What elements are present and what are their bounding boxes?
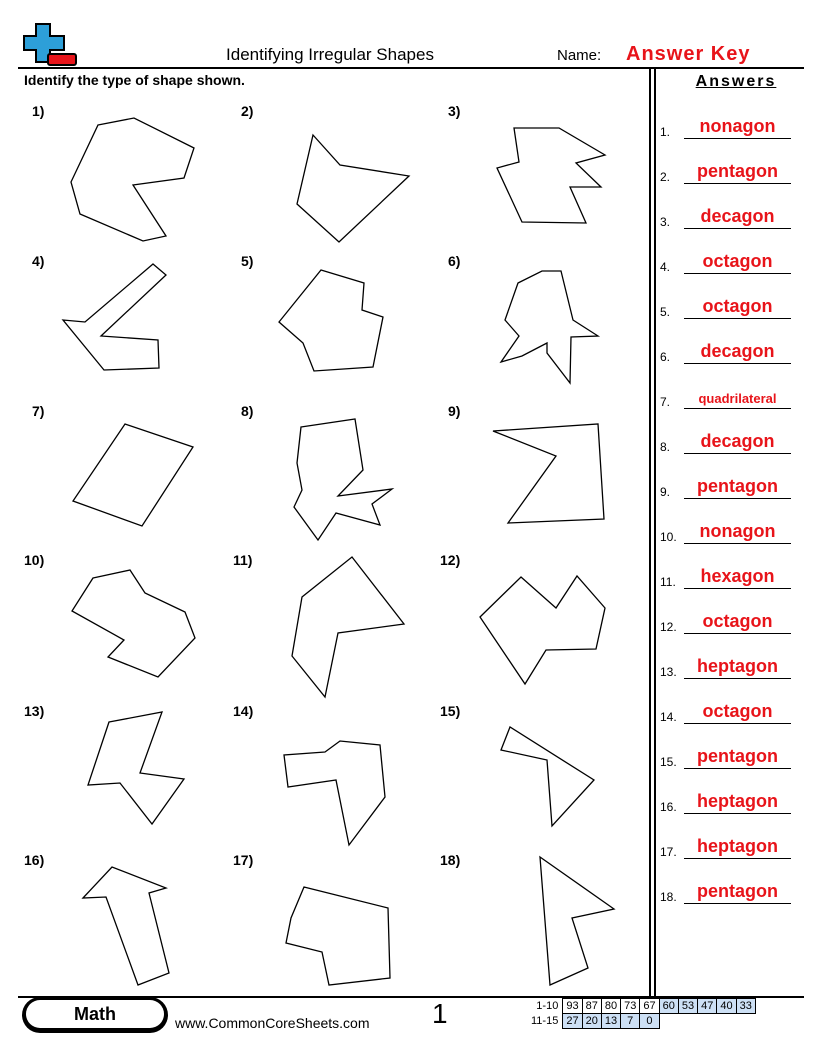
answer-row [660,341,795,367]
answer-text: quadrilateral [698,391,777,406]
score-cell: 93 [563,999,582,1014]
answer-number: 12. [660,620,677,634]
answer-row [660,476,795,502]
answer-row [660,656,795,682]
answer-text: nonagon [699,116,776,136]
answer-text: heptagon [697,791,778,811]
shape-5-octagon [279,270,383,371]
answer-row [660,836,795,862]
score-row [528,999,755,1014]
shape-7-quadrilateral [73,424,193,526]
question-number: 7) [32,403,45,419]
answer-number: 13. [660,665,677,679]
shape-10-nonagon [72,570,195,677]
score-cell: 47 [698,999,717,1014]
score-cell: 27 [563,1014,582,1029]
answer-text: pentagon [697,161,778,181]
shape-15-pentagon [501,727,594,826]
score-cell: 7 [621,1014,640,1029]
answer-line [684,363,791,364]
page-number: 1 [432,998,448,1029]
answer-number: 10. [660,530,677,544]
answer-text: decagon [700,206,775,226]
score-cell: 40 [717,999,736,1014]
score-row-label: 1-10 [536,1000,559,1012]
question-number: 11) [233,552,253,568]
answer-number: 2. [660,170,671,184]
subject-badge: Math [26,1000,164,1028]
question-number: 17) [233,852,254,868]
name-label: Name: [557,47,602,64]
answer-number: 9. [660,485,671,499]
shape-3-decagon [497,128,605,223]
instructions: Identify the type of shape shown. [24,72,245,88]
answer-text: heptagon [697,836,778,856]
answer-number: 3. [660,215,671,229]
question-number: 1) [32,103,45,119]
answer-row [660,566,795,592]
answer-line [684,183,791,184]
question-number: 6) [448,253,461,269]
score-cell: 20 [582,1014,601,1029]
answer-line [684,138,791,139]
question-number: 12) [440,552,461,568]
answer-row [660,251,795,277]
answer-line [684,588,791,589]
name-value: Answer Key [626,43,751,65]
answer-text: decagon [700,341,775,361]
score-cell: 87 [582,999,601,1014]
answer-row [660,881,795,907]
answer-text: pentagon [697,476,778,496]
answer-line [684,723,791,724]
question-number: 10) [24,552,45,568]
answer-text: decagon [700,431,775,451]
answer-line [684,633,791,634]
answer-text: hexagon [700,566,775,586]
shape-2-pentagon [297,135,409,242]
answer-row [660,791,795,817]
answer-number: 7. [660,395,671,409]
score-table [528,998,756,1029]
answer-number: 1. [660,125,671,139]
answer-number: 17. [660,845,677,859]
answer-row [660,116,795,142]
question-number: 15) [440,703,461,719]
answer-number: 5. [660,305,671,319]
answer-line [684,408,791,409]
answer-row [660,431,795,457]
answer-line [684,813,791,814]
score-cell: 13 [601,1014,620,1029]
shape-4-octagon [63,264,166,370]
answer-row [660,521,795,547]
shape-6-decagon [501,271,598,383]
question-number: 5) [241,253,254,269]
question-number: 14) [233,703,254,719]
answer-line [684,543,791,544]
score-cell: 73 [621,999,640,1014]
score-cell: 33 [736,999,755,1014]
answer-line [684,858,791,859]
question-number: 9) [448,403,461,419]
answer-row [660,611,795,637]
question-number: 13) [24,703,45,719]
score-cell: 60 [659,999,678,1014]
answer-text: octagon [702,251,773,271]
answer-text: pentagon [697,746,778,766]
answer-number: 16. [660,800,677,814]
question-number: 3) [448,103,461,119]
shape-11-hexagon [292,557,404,697]
answer-text: octagon [702,296,773,316]
answer-number: 11. [660,575,676,589]
answer-line [684,228,791,229]
answer-number: 4. [660,260,671,274]
answer-row [660,296,795,322]
shape-17-heptagon [286,887,390,985]
question-number: 4) [32,253,45,269]
shape-9-pentagon [493,424,604,523]
score-row-label: 11-15 [531,1015,559,1027]
answer-line [684,678,791,679]
answer-text: nonagon [699,521,776,541]
answer-line [684,903,791,904]
answer-number: 15. [660,755,677,769]
question-number: 18) [440,852,461,868]
answer-row [660,701,795,727]
shape-16-heptagon [83,867,169,985]
answer-text: octagon [702,611,773,631]
answer-number: 18. [660,890,677,904]
question-number: 8) [241,403,254,419]
answer-line [684,273,791,274]
answer-line [684,318,791,319]
shape-13-heptagon [88,712,184,824]
answer-line [684,768,791,769]
question-number: 16) [24,852,45,868]
question-number: 2) [241,103,254,119]
score-cell: 67 [640,999,659,1014]
shape-12-octagon [480,576,605,684]
answer-number: 6. [660,350,671,364]
answer-row [660,206,795,232]
score-cell: 53 [678,999,697,1014]
shape-18-pentagon [540,857,614,985]
answer-line [684,453,791,454]
answer-row [660,161,795,187]
answer-text: pentagon [697,881,778,901]
answer-number: 8. [660,440,671,454]
shape-8-decagon [294,419,392,540]
answer-number: 14. [660,710,677,724]
score-cell: 80 [601,999,620,1014]
page-title: Identifying Irregular Shapes [226,45,434,64]
answers-title: Answers [695,73,777,90]
shape-14-octagon [284,741,385,845]
site-url: www.CommonCoreSheets.com [175,1015,370,1031]
answer-text: octagon [702,701,773,721]
shape-1-nonagon [71,118,194,241]
answer-row [660,746,795,772]
score-row [528,1014,755,1029]
answer-line [684,498,791,499]
answer-row [660,386,795,412]
answer-text: heptagon [697,656,778,676]
score-cell: 0 [640,1014,659,1029]
